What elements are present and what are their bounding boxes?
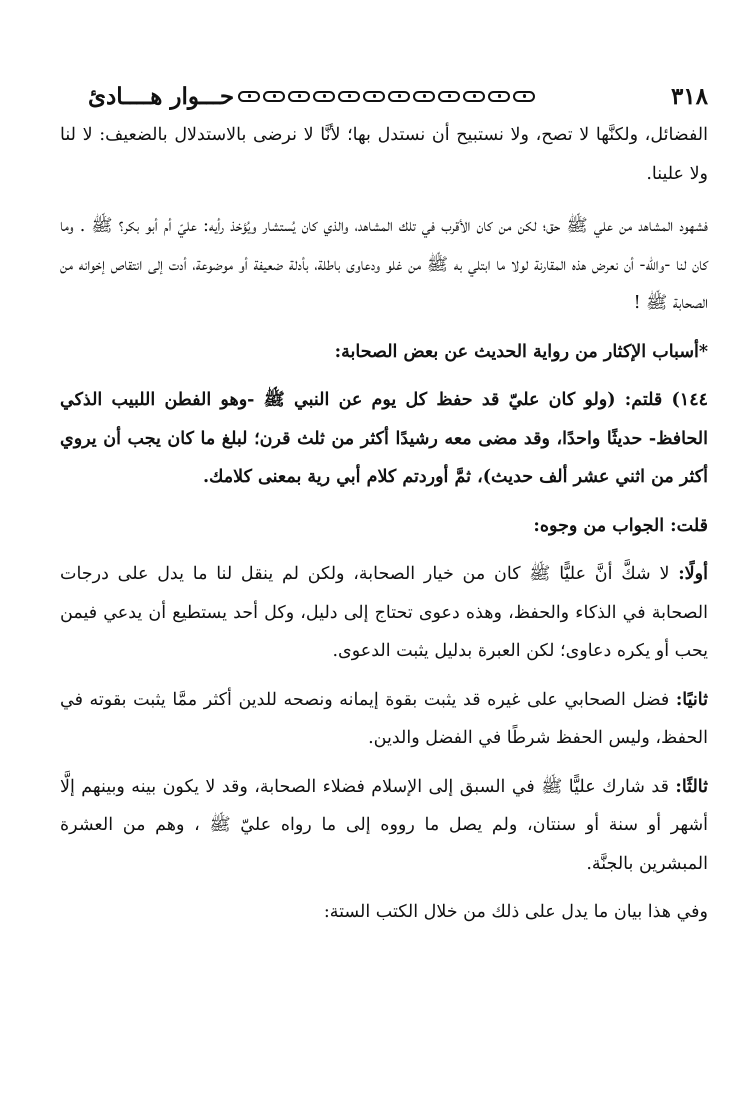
header-ornament [234,86,657,106]
paragraph-continuation: الفضائل، ولكنَّها لا تصح، ولا نستبيح أن نستدل بها؛ لأنَّا لا نرضى بالاستدلال بالضعيف: لا لنا ولا علينا. [60,125,709,184]
running-title: حـــوار هــــادئ [88,82,235,110]
point-label: ثانيًا: [675,689,708,710]
paragraph-quote-144: ١٤٤) قلتم: (ولو كان عليّ قد حفظ كل يوم عن النبي ﷺ -وهو الفطن اللبيب الذكي الحافظ- حديثًا واحدًا، وقد مضى معه رشيدًا أكثر من ثلث قرن؛ لبلغ ما كان يجب أن يروي أكثر من اثني عشر ألف حديث)، ثمَّ أوردتم كلام أبي رية بمعنى كلامك. [60,390,708,487]
page-header [88,78,708,114]
page-number: ٣١٨ [670,82,708,110]
page-body [60,116,708,932]
paragraph-answer-intro: قلت: الجواب من وجوه: [533,515,708,536]
paragraph-point-first: أولًا: لا شكَّ أنَّ عليًّا ﷺ كان من خيار الصحابة، ولكن لم ينقل لنا ما يدل على درجات الصحابة في الذكاء والحفظ، وهذه دعوى تحتاج إلى دليل، وكل أحد يستطيع أن يدعي فيمن يحب أو يكره دعاوى؛ لكن العبرة بدليل يثبت الدعوى. [60,564,708,661]
section-heading: *أسباب الإكثار من رواية الحديث عن بعض الصحابة: [334,341,708,362]
paragraph-point-third: ثالثًا: قد شارك عليًّا ﷺ في السبق إلى الإسلام فضلاء الصحابة، وقد لا يكون بينه وبينهم إلَّا أشهر أو سنة أو سنتان، ولم يصل ما رووه إلى ما رواه عليّ ﷺ ، وهم من العشرة المبشرين بالجنَّة. [60,776,708,874]
point-label: أولًا: [678,564,708,584]
paragraph-closing: وفي هذا بيان ما يدل على ذلك من خلال الكتب الستة: [323,902,708,922]
paragraph-point-second: ثانيًا: فضل الصحابي على غيره قد يثبت بقوة إيمانه ونصحه للدين أكثر ممَّا يثبت بقوته في الحفظ، وليس الحفظ شرطًا في الفضل والدين. [60,689,708,748]
paragraph-witnessing: فشهود المشاهد من علي ﷺ حق؛ لكن من كان الأقرب في تلك المشاهد، والذي كان يُستشار ويُؤخذ رأيه: عليّ أم أبو بكر؟ ﷺ . وما كان لنا -والله- أن نعرض هذه المقارنة لولا ما ابتلي به ﷺ من غلو ودعاوى باطلة، بأدلة ضعيفة أو موضوعة، أدت إلى انتقاص إخوانه من الصحابة ﷺ ! [60,216,708,313]
point-label: ثالثًا: [675,776,708,797]
